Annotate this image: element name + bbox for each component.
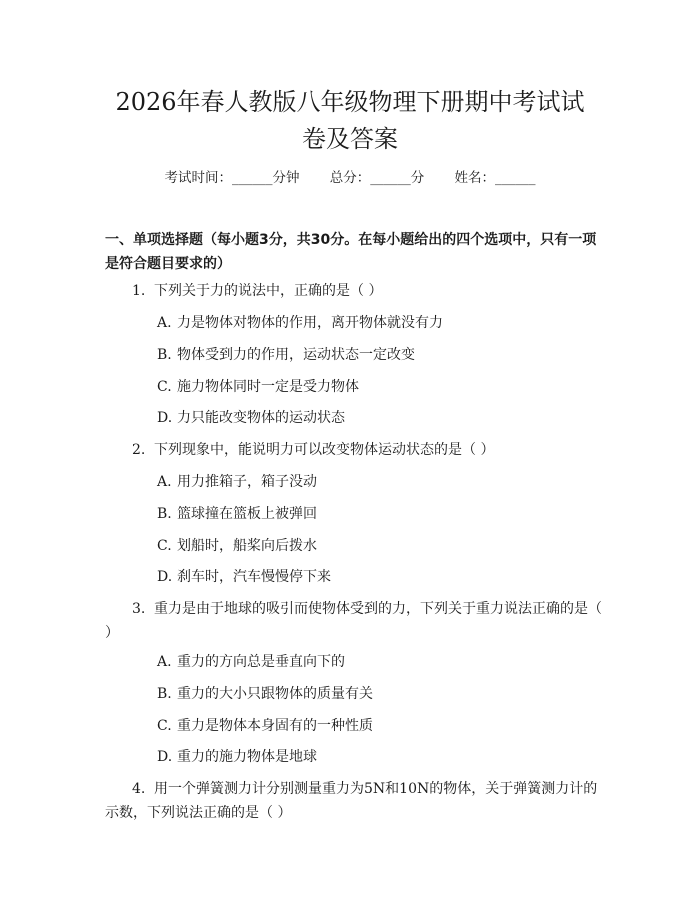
option-3b [157, 682, 607, 706]
option-text: 重力的大小只跟物体的质量有关 [177, 686, 373, 702]
option-label: A. [157, 474, 172, 490]
option-label: B. [157, 347, 172, 363]
option-label: B. [157, 686, 172, 702]
total-score-field: 总分：______分 [329, 170, 425, 186]
option-label: A. [157, 315, 172, 331]
option-3c [157, 714, 607, 738]
option-1a [157, 311, 607, 335]
option-2a [157, 470, 607, 494]
question-number: 2. [132, 442, 146, 458]
option-3a [157, 650, 607, 674]
option-label: A. [157, 654, 172, 670]
question-4 [105, 777, 603, 825]
question-text: 下列关于力的说法中，正确的是（ ） [154, 283, 383, 299]
option-2b [157, 502, 607, 526]
option-text: 重力的施力物体是地球 [177, 749, 317, 765]
option-text: 重力是物体本身固有的一种性质 [177, 718, 373, 734]
question-number: 1. [132, 283, 146, 299]
option-label: D. [157, 569, 173, 585]
option-1d [157, 406, 607, 430]
option-2d [157, 565, 607, 589]
option-text: 力只能改变物体的运动状态 [177, 410, 345, 426]
section-heading: 一、单项选择题（每小题3分，共30分。在每小题给出的四个选项中，只有一项是符合题目要求的） [105, 232, 597, 272]
option-text: 刹车时，汽车慢慢停下来 [177, 569, 331, 585]
option-text: 施力物体同时一定是受力物体 [177, 379, 359, 395]
question-2 [105, 438, 603, 462]
option-text: 重力的方向总是垂直向下的 [177, 654, 345, 670]
title-line-1: 2026年春人教版八年级物理下册期中考试试 [115, 88, 585, 116]
option-1c [157, 375, 607, 399]
question-3 [105, 597, 603, 645]
option-3d [157, 745, 607, 769]
option-label: B. [157, 506, 172, 522]
option-text: 用力推箱子，箱子没动 [177, 474, 317, 490]
document-title [60, 84, 640, 158]
student-name-field: 姓名：______ [454, 170, 536, 186]
question-number: 3. [132, 601, 146, 617]
question-text: 重力是由于地球的吸引而使物体受到的力，下列关于重力说法正确的是（ ） [105, 601, 602, 641]
option-label: C. [157, 718, 172, 734]
option-label: C. [157, 538, 172, 554]
option-2c [157, 534, 607, 558]
question-text: 下列现象中，能说明力可以改变物体运动状态的是（ ） [154, 442, 495, 458]
option-label: D. [157, 749, 173, 765]
title-line-2: 卷及答案 [302, 125, 398, 153]
option-label: D. [157, 410, 173, 426]
option-text: 物体受到力的作用，运动状态一定改变 [177, 347, 415, 363]
option-text: 划船时，船桨向后拨水 [177, 538, 317, 554]
exam-time-field: 考试时间：______分钟 [164, 170, 300, 186]
question-1 [105, 279, 603, 303]
question-text: 用一个弹簧测力计分别测量重力为5N和10N的物体，关于弹簧测力计的示数，下列说法正确的是（ ） [105, 781, 598, 821]
option-text: 篮球撞在篮板上被弹回 [177, 506, 317, 522]
exam-info [0, 168, 700, 188]
option-label: C. [157, 379, 172, 395]
option-text: 力是物体对物体的作用，离开物体就没有力 [177, 315, 443, 331]
question-number: 4. [132, 781, 146, 797]
option-1b [157, 343, 607, 367]
